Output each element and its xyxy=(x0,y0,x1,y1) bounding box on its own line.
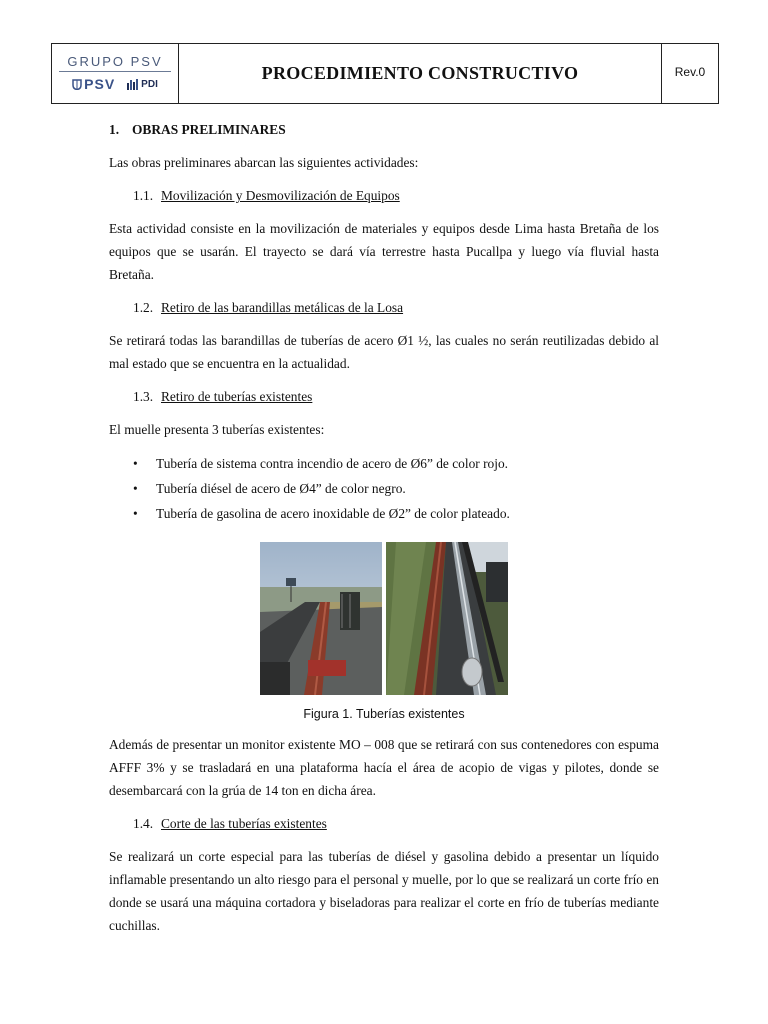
subsection-heading-1-4 xyxy=(133,812,659,835)
subsection-heading-1-3 xyxy=(133,385,659,408)
subsection-body-1-2: Se retirará todas las barandillas de tuberías de acero Ø1 ½, las cuales no serán reutilizadas debido al mal estado que se encuentra en la actualidad. xyxy=(109,333,659,371)
logo-row xyxy=(72,76,158,92)
psv-logo-text: PSV xyxy=(84,76,116,92)
subsection-intro-1-3: El muelle presenta 3 tuberías existentes: xyxy=(109,422,325,437)
company-logo xyxy=(52,44,179,103)
bullet-icon: • xyxy=(133,506,138,521)
subsection-body-1-1: Esta actividad consiste en la movilización de materiales y equipos desde Lima hasta Bretaña de los equipos que se usarán. El trayecto se dará vía terrestre hasta Pucallpa y luego vía fluvial hasta Bretaña. xyxy=(109,221,659,282)
pdi-logo-text: PDI xyxy=(141,78,158,90)
document-title: PROCEDIMIENTO CONSTRUCTIVO xyxy=(179,44,662,103)
bullet-icon: • xyxy=(133,456,138,471)
subsection-heading-1-2 xyxy=(133,296,659,319)
list-item-text: Tubería de sistema contra incendio de acero de Ø6” de color rojo. xyxy=(156,456,509,471)
subsection-number: 1.3. xyxy=(133,389,154,404)
subsection-number: 1.1. xyxy=(133,188,154,203)
section-title: OBRAS PRELIMINARES xyxy=(132,122,286,137)
revision-label: Rev.0 xyxy=(674,65,706,79)
subsection-title: Corte de las tuberías existentes xyxy=(161,816,327,831)
subsection-title: Movilización y Desmovilización de Equipos xyxy=(161,188,400,203)
subsection-heading-1-1 xyxy=(133,184,659,207)
list-item xyxy=(109,451,659,476)
subsection-title: Retiro de tuberías existentes xyxy=(161,389,313,404)
list-item-text: Tubería de gasolina de acero inoxidable de Ø2” de color plateado. xyxy=(156,506,510,521)
bullet-icon: • xyxy=(133,481,138,496)
subsection-after-1-3: Además de presentar un monitor existente MO – 008 que se retirará con sus contenedores con espuma AFFF 3% y se trasladará en una plataforma hacía el área de acopio de vigas y pilotes, donde se desembarcará con la grúa de 14 ton en dicha área. xyxy=(109,737,659,798)
subsection-body-1-4: Se realizará un corte especial para las tuberías de diésel y gasolina debido a presentar un líquido inflamable presentando un alto riesgo para el personal y muelle, por lo que se realizará un corte frío en donde se usará una máquina cortadora y biseladoras para realizar el corte en frío de tuberías mediante cuchillas. xyxy=(109,849,659,933)
logo-group-text: GRUPO PSV xyxy=(67,54,163,69)
pdi-logo xyxy=(127,79,158,90)
list-item xyxy=(109,501,659,526)
psv-logo xyxy=(72,76,115,92)
section-heading xyxy=(109,118,659,141)
section-intro: Las obras preliminares abarcan las siguientes actividades: xyxy=(109,155,419,170)
document-body xyxy=(109,118,659,947)
section-number: 1. xyxy=(109,122,120,137)
photo-pipes-closeup xyxy=(386,542,508,695)
list-item xyxy=(109,476,659,501)
figure-photos xyxy=(109,542,659,695)
logo-divider xyxy=(59,71,171,72)
subsection-number: 1.2. xyxy=(133,300,154,315)
figure-caption: Figura 1. Tuberías existentes xyxy=(303,707,465,721)
list-item-text: Tubería diésel de acero de Ø4” de color negro. xyxy=(156,481,406,496)
subsection-number: 1.4. xyxy=(133,816,154,831)
photo-pier-pipes xyxy=(260,542,382,695)
subsection-title: Retiro de las barandillas metálicas de la Losa xyxy=(161,300,404,315)
document-header xyxy=(51,43,719,104)
psv-shield-icon xyxy=(72,79,82,90)
pdi-bars-icon xyxy=(127,79,139,90)
pipe-list xyxy=(109,451,659,526)
